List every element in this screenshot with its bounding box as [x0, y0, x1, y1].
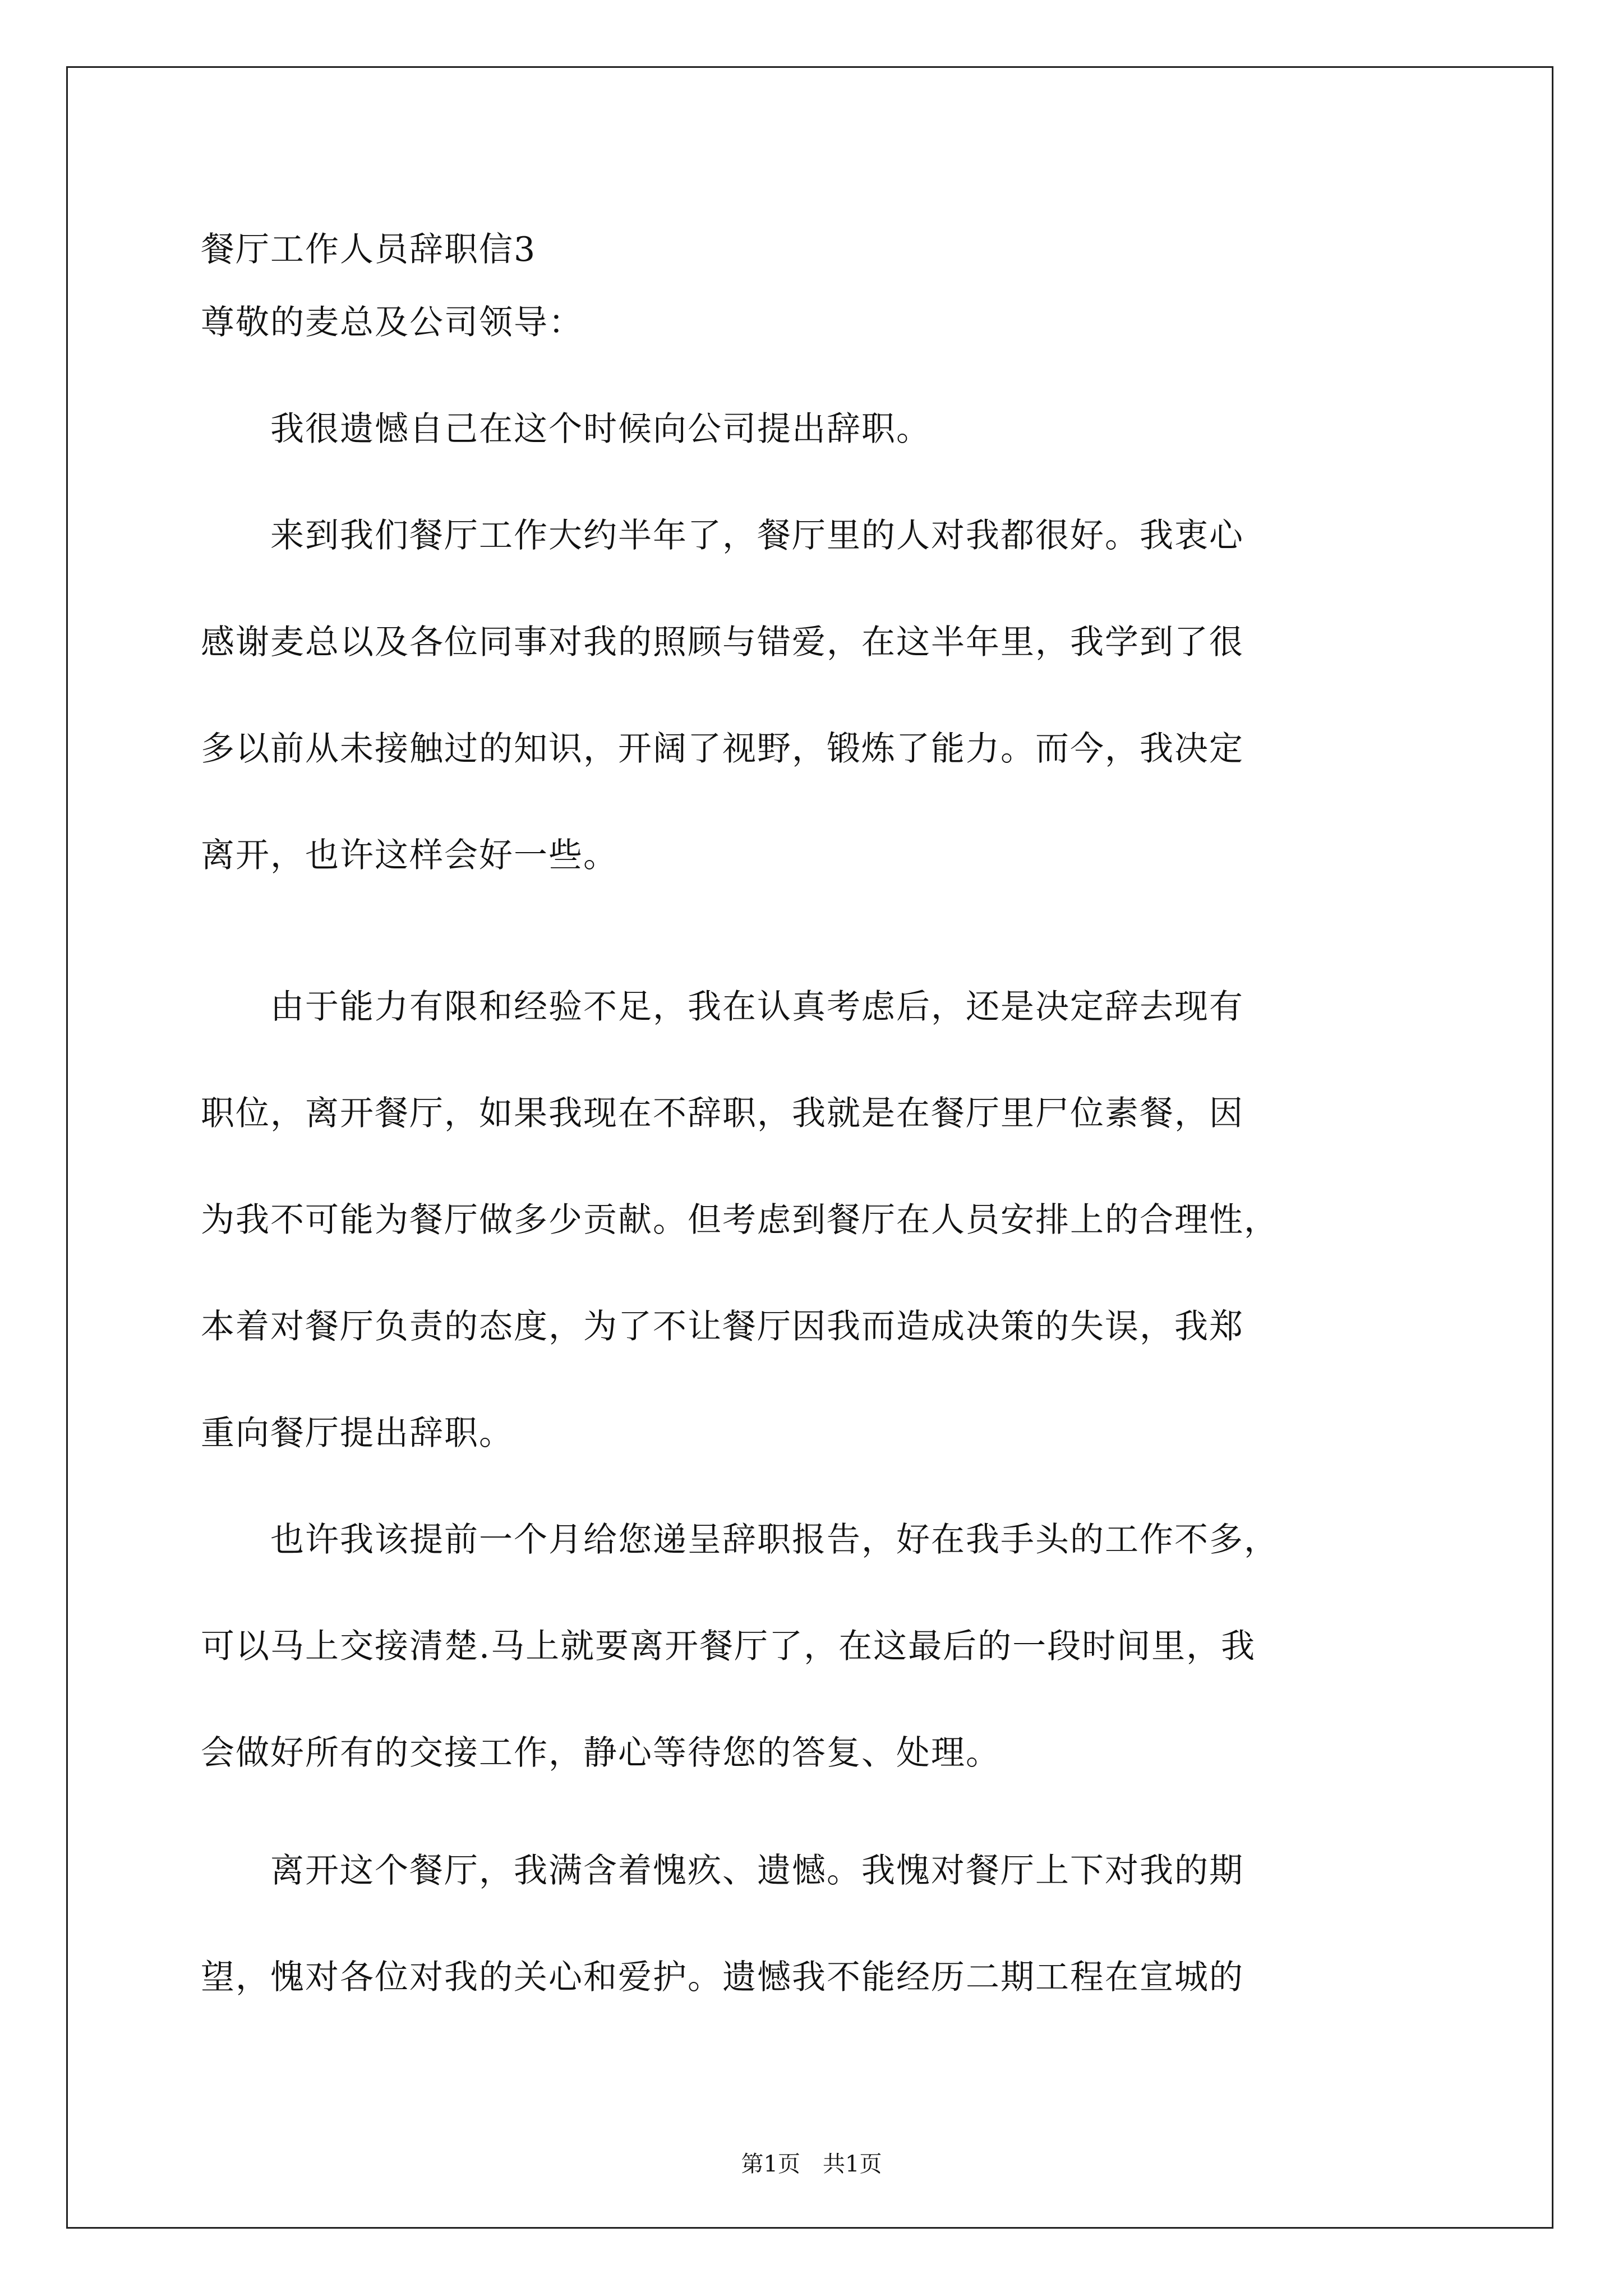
document-title: 餐厅工作人员辞职信3 — [201, 230, 537, 269]
body-line: 离开这个餐厅，我满含着愧疚、遗憾。我愧对餐厅上下对我的期 — [201, 1851, 1244, 1890]
body-line: 为我不可能为餐厅做多少贡献。但考虑到餐厅在人员安排上的合理性， — [201, 1200, 1279, 1240]
salutation: 尊敬的麦总及公司领导： — [201, 303, 583, 342]
body-line: 会做好所有的交接工作，静心等待您的答复、处理。 — [201, 1733, 1000, 1773]
body-line: 本着对餐厅负责的态度，为了不让餐厅因我而造成决策的失误，我郑 — [201, 1307, 1244, 1346]
page-footer: 第1页 共1页 — [741, 2151, 882, 2177]
body-line: 望，愧对各位对我的关心和爱护。遗憾我不能经历二期工程在宣城的 — [201, 1958, 1244, 1997]
body-line: 职位，离开餐厅，如果我现在不辞职，我就是在餐厅里尸位素餐，因 — [201, 1094, 1244, 1133]
body-line: 由于能力有限和经验不足，我在认真考虑后，还是决定辞去现有 — [201, 987, 1244, 1027]
body-line: 我很遗憾自己在这个时候向公司提出辞职。 — [201, 409, 931, 449]
body-line: 可以马上交接清楚.马上就要离开餐厅了，在这最后的一段时间里，我 — [201, 1627, 1256, 1666]
body-line: 离开，也许这样会好一些。 — [201, 836, 618, 875]
body-line: 感谢麦总以及各位同事对我的照顾与错爱，在这半年里，我学到了很 — [201, 623, 1244, 662]
page-border — [66, 66, 1553, 2229]
body-line: 多以前从未接触过的知识，开阔了视野，锻炼了能力。而今，我决定 — [201, 729, 1244, 769]
body-line: 重向餐厅提出辞职。 — [201, 1414, 514, 1453]
body-line: 来到我们餐厅工作大约半年了，餐厅里的人对我都很好。我衷心 — [201, 516, 1244, 555]
body-line: 也许我该提前一个月给您递呈辞职报告，好在我手头的工作不多， — [201, 1520, 1279, 1559]
